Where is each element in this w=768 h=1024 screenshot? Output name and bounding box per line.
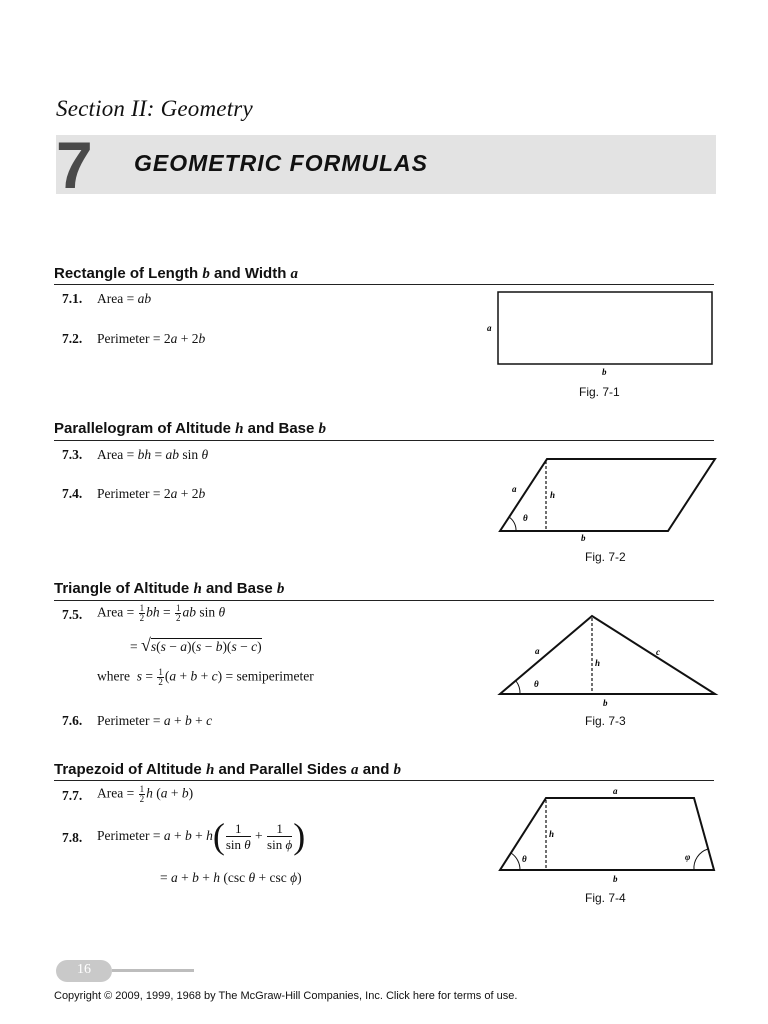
angle-arc (509, 517, 516, 531)
formula-tri-perimeter: Perimeter = a + b + c (97, 713, 213, 728)
label-a: a (535, 646, 540, 656)
trapezoid-shape (500, 798, 714, 870)
heading-var: a (290, 266, 299, 282)
section-rule (54, 440, 714, 441)
triangle-shape (500, 616, 715, 694)
formula-number: 7.6. (62, 713, 83, 728)
label-a: a (613, 786, 618, 796)
copyright-notice[interactable]: Copyright © 2009, 1999, 1968 by The McGraw-Hill Companies, Inc. Click here for terms of use. (54, 990, 518, 1002)
formula-trap-perimeter-csc: = a + b + h (csc θ + csc ϕ) (160, 870, 302, 885)
figure-caption: Fig. 7-2 (585, 550, 626, 564)
heading-text: Trapezoid of Altitude (54, 761, 206, 778)
triangle-figure (490, 612, 720, 712)
label-h: h (595, 658, 601, 668)
formula-rect-area: Area = ab (97, 291, 152, 306)
section-rule (54, 600, 714, 601)
rectangle-shape (498, 292, 712, 364)
label-h: h (549, 829, 555, 839)
section-rule (54, 780, 714, 781)
angle-arc-theta (511, 853, 520, 870)
footer-rule (112, 969, 194, 972)
heading-text: Parallelogram of Altitude (54, 420, 236, 437)
parallelogram-shape (500, 459, 715, 531)
parallelogram-heading (54, 420, 326, 438)
formula-para-perimeter: Perimeter = 2a + 2b (97, 486, 206, 501)
parallelogram-figure (490, 452, 720, 544)
label-theta: θ (522, 854, 527, 864)
label-b: b (613, 874, 618, 884)
formula-number: 7.1. (62, 291, 83, 306)
formula-number: 7.2. (62, 331, 83, 346)
trapezoid-figure (490, 783, 720, 885)
heading-var: b (202, 266, 210, 282)
formula-tri-semiperimeter: where s = $\frac{1}{2}$ (a + b + c) = semiperimeter (97, 667, 314, 687)
heading-var: h (193, 581, 202, 597)
angle-arc-phi (694, 849, 708, 870)
formula-tri-heron: = √s(s − a)(s − b)(s − c) (130, 635, 262, 655)
heading-var: b (318, 421, 327, 437)
label-b: b (603, 698, 608, 708)
heading-var: b (276, 581, 285, 597)
section-title: Section II: Geometry (56, 96, 253, 121)
heading-var: a (351, 762, 359, 778)
rectangle-figure (480, 286, 720, 378)
trapezoid-heading (54, 761, 401, 779)
figure-caption: Fig. 7-1 (579, 385, 620, 399)
figure-caption: Fig. 7-3 (585, 714, 626, 728)
heading-text: and (358, 761, 394, 778)
chapter-title: GEOMETRIC FORMULAS (134, 150, 428, 176)
formula-trap-area: Area = $\frac{1}{2}$ h (a + b) (97, 784, 194, 804)
label-b: b (581, 533, 586, 543)
formula-number: 7.5. (62, 607, 83, 622)
heading-text: Rectangle of Length (54, 265, 203, 282)
rectangle-heading (54, 265, 298, 283)
heading-text: and Parallel Sides (214, 761, 352, 778)
formula-number: 7.4. (62, 486, 83, 501)
formula-number: 7.3. (62, 447, 83, 462)
label-c: c (656, 647, 660, 657)
label-theta: θ (523, 513, 528, 523)
angle-arc (516, 681, 520, 694)
chapter-number: 7 (56, 128, 93, 202)
heading-var: b (393, 762, 402, 778)
label-a: a (487, 323, 492, 333)
figure-caption: Fig. 7-4 (585, 891, 626, 905)
heading-text: and Base (201, 580, 277, 597)
heading-text: and Width (209, 265, 291, 282)
heading-var: h (235, 421, 244, 437)
label-h: h (550, 490, 556, 500)
label-b: b (602, 367, 607, 377)
triangle-heading (54, 580, 284, 598)
section-rule (54, 284, 714, 285)
label-a: a (512, 484, 517, 494)
page-number: 16 (77, 962, 91, 977)
formula-trap-perimeter: Perimeter = a + b + h( $\frac{1}{\text{sin θ}}$ + $\frac{1}{\text{sin ϕ}}$ ) (97, 816, 306, 856)
formula-number: 7.8. (62, 830, 83, 845)
formula-rect-perimeter: Perimeter = 2a + 2b (97, 331, 206, 346)
heading-var: h (205, 762, 215, 778)
heading-text: Triangle of Altitude (54, 580, 194, 597)
formula-para-area: Area = bh = ab sin θ (97, 447, 209, 462)
label-theta: θ (534, 679, 539, 689)
heading-text: and Base (243, 420, 319, 437)
formula-number: 7.7. (62, 788, 83, 803)
label-phi: φ (685, 852, 691, 862)
formula-tri-area: Area = $\frac{1}{2}$ bh = $\frac{1}{2}$ ab sin θ (97, 603, 226, 623)
